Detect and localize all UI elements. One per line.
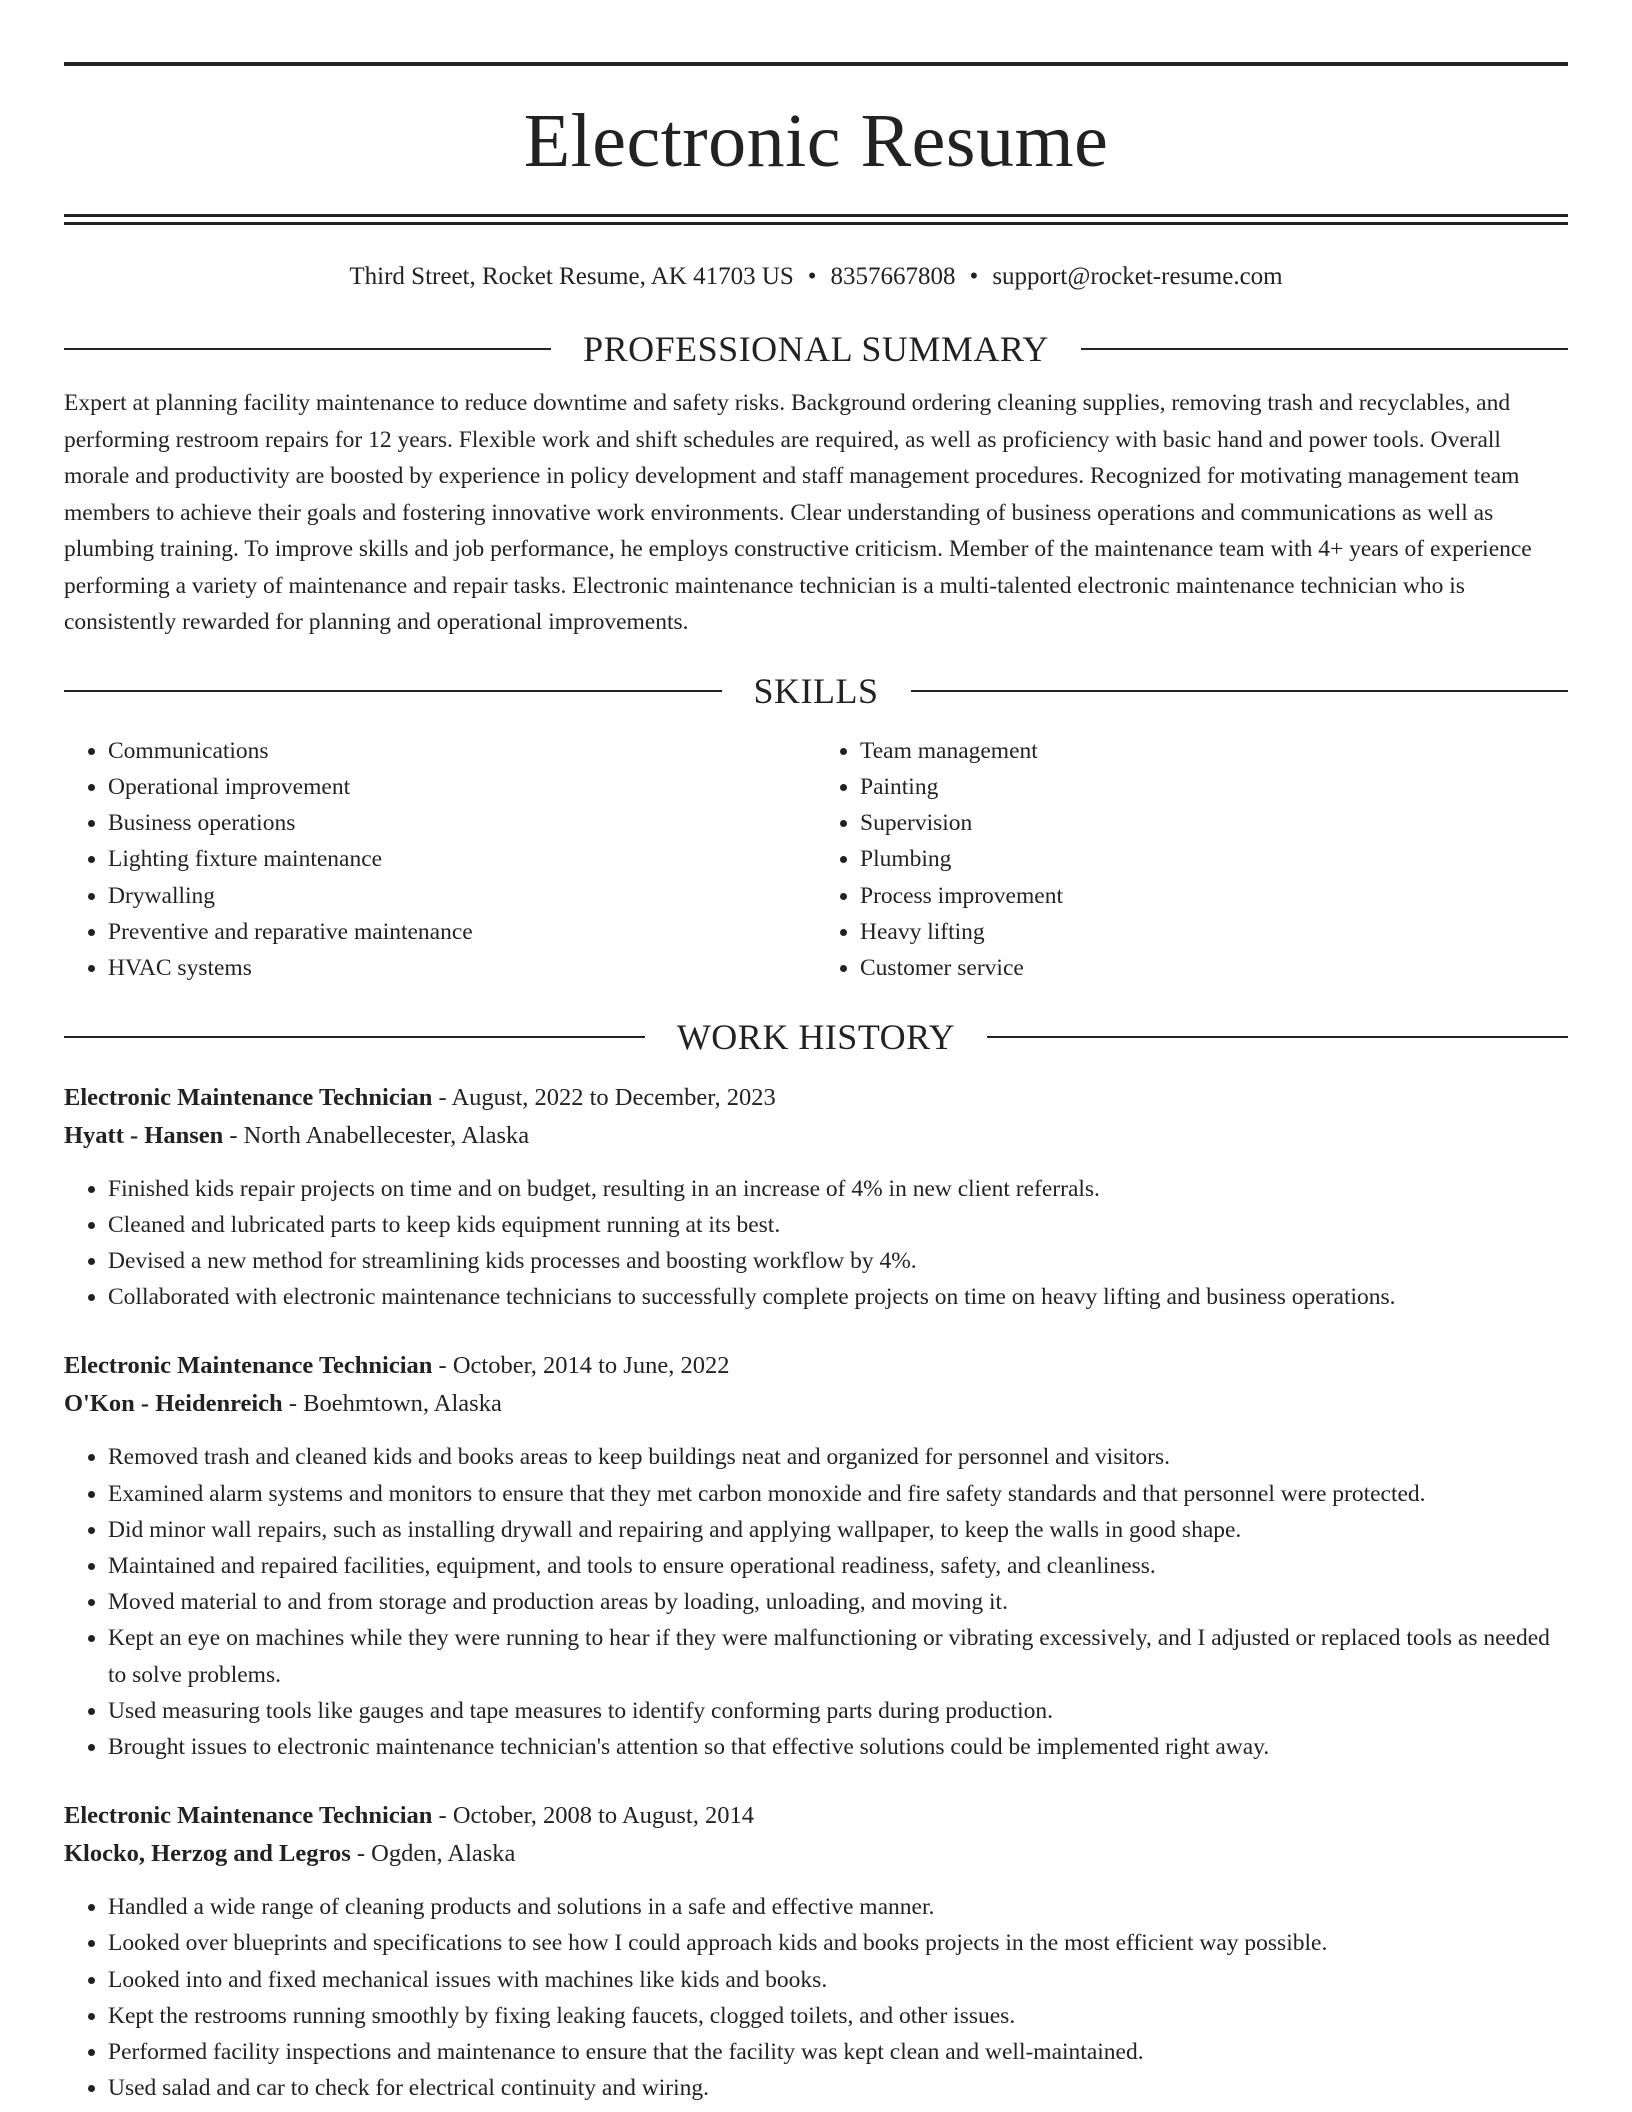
job-bullet: • Maintained and repaired facilities, equipment, and tools to ensure operational readiness, safety, and cleanliness. <box>108 1548 1568 1584</box>
work-heading <box>64 1015 1568 1059</box>
heading-rule-right <box>987 1036 1568 1038</box>
resume-page <box>64 0 1568 2106</box>
job-bullets <box>64 1171 1568 1316</box>
skill-item: • Drywalling <box>108 878 816 914</box>
summary-heading-text: PROFESSIONAL SUMMARY <box>583 329 1049 369</box>
skills-heading-text: SKILLS <box>753 670 879 711</box>
skill-item: • Heavy lifting <box>860 914 1568 950</box>
job-dates: August, 2022 to December, 2023 <box>451 1083 776 1111</box>
job-bullet: • Removed trash and cleaned kids and books areas to keep buildings neat and organized for personnel and visitors. <box>108 1439 1568 1475</box>
skills-list-left <box>64 733 816 987</box>
job-title-line: Electronic Maintenance Technician - October, 2008 to August, 2014 <box>64 1802 754 1830</box>
skill-item: • Operational improvement <box>108 769 816 805</box>
job-bullet: • Brought issues to electronic maintenance technician's attention so that effective solutions could be implemented right away. <box>108 1729 1568 1765</box>
job-title-line: Electronic Maintenance Technician - October, 2014 to June, 2022 <box>64 1352 730 1380</box>
job-company: Klocko, Herzog and Legros <box>64 1840 351 1868</box>
work-heading-text: WORK HISTORY <box>676 1016 956 1057</box>
job-dates: October, 2008 to August, 2014 <box>452 1802 754 1830</box>
heading-rule-left <box>64 690 722 692</box>
job-title: Electronic Maintenance Technician <box>64 1802 433 1830</box>
job-bullet: • Performed facility inspections and maintenance to ensure that the facility was kept clean and well-maintained. <box>108 2034 1568 2070</box>
skill-item: • HVAC systems <box>108 950 816 986</box>
skill-item: • Process improvement <box>860 878 1568 914</box>
double-rule <box>64 214 1568 225</box>
job-bullet: • Moved material to and from storage and production areas by loading, unloading, and moving it. <box>108 1584 1568 1620</box>
summary-heading <box>64 327 1568 371</box>
heading-rule-left <box>64 1036 645 1038</box>
heading-rule-right <box>1081 348 1568 350</box>
skill-item: • Communications <box>108 733 816 769</box>
job-bullet: • Collaborated with electronic maintenance technicians to successfully complete projects on time on heavy lifting and business operations. <box>108 1279 1568 1315</box>
skill-item: • Team management <box>860 733 1568 769</box>
job-location: North Anabellecester, Alaska <box>243 1121 530 1149</box>
skill-item: • Customer service <box>860 950 1568 986</box>
skill-item: • Plumbing <box>860 841 1568 877</box>
contact-phone: 8357667808 <box>830 263 956 290</box>
job-bullet: • Examined alarm systems and monitors to ensure that they met carbon monoxide and fire safety standards and that personnel were protected. <box>108 1476 1568 1512</box>
skill-item: • Painting <box>860 769 1568 805</box>
job-location: Boehmtown, Alaska <box>303 1390 502 1418</box>
job-bullet: • Handled a wide range of cleaning products and solutions in a safe and effective manner. <box>108 1889 1568 1925</box>
heading-rule-left <box>64 348 551 350</box>
job-bullet: • Kept an eye on machines while they were running to hear if they were malfunctioning or vibrating excessively, and I adjusted or replaced tools as needed to solve problems. <box>108 1620 1568 1692</box>
contact-email: support@rocket-resume.com <box>992 263 1283 290</box>
job-entry <box>64 1797 1568 2106</box>
resume-name: Electronic Resume <box>523 99 1109 183</box>
job-dates: October, 2014 to June, 2022 <box>452 1352 730 1380</box>
job-title: Electronic Maintenance Technician <box>64 1083 433 1111</box>
job-title-line: Electronic Maintenance Technician - August, 2022 to December, 2023 <box>64 1083 776 1111</box>
job-title: Electronic Maintenance Technician <box>64 1352 433 1380</box>
skills-columns <box>64 733 1568 987</box>
job-bullet: • Used salad and car to check for electrical continuity and wiring. <box>108 2070 1568 2106</box>
skill-item: • Business operations <box>108 805 816 841</box>
contact-address: Third Street, Rocket Resume, AK 41703 US <box>349 263 794 290</box>
skills-list-right <box>816 733 1568 987</box>
contact-line <box>64 261 1568 293</box>
job-bullet: • Did minor wall repairs, such as installing drywall and repairing and applying wallpaper, to keep the walls in good shape. <box>108 1512 1568 1548</box>
job-bullet: • Looked over blueprints and specifications to see how I could approach kids and books projects in the most efficient way possible. <box>108 1925 1568 1961</box>
job-bullet: • Cleaned and lubricated parts to keep kids equipment running at its best. <box>108 1207 1568 1243</box>
contact-separator: • <box>969 263 979 290</box>
job-company: Hyatt - Hansen <box>64 1121 224 1149</box>
job-company: O'Kon - Heidenreich <box>64 1390 283 1418</box>
job-bullet: • Finished kids repair projects on time and on budget, resulting in an increase of 4% in new client referrals. <box>108 1171 1568 1207</box>
job-bullet: • Looked into and fixed mechanical issues with machines like kids and books. <box>108 1962 1568 1998</box>
skill-item: • Preventive and reparative maintenance <box>108 914 816 950</box>
job-location: Ogden, Alaska <box>371 1840 516 1868</box>
summary-text: Expert at planning facility maintenance to reduce downtime and safety risks. Background ordering cleaning supplies, removing trash and recyclables, and performing restroom repairs for 12 years. Flexible work and shift schedules are required, as well as proficiency with basic hand and power tools. Overall morale and productivity are boosted by experience in policy development and staff management procedures. Recognized for motivating management team members to achieve their goals and fostering innovative work environments. Clear understanding of business operations and communications as well as plumbing training. To improve skills and job performance, he employs constructive criticism. Member of the maintenance team with 4+ years of experience performing a variety of maintenance and repair tasks. Electronic maintenance technician is a multi-talented electronic maintenance technician who is consistently rewarded for planning and operational improvements. <box>64 390 1532 635</box>
heading-rule-right <box>911 690 1569 692</box>
job-company-line: O'Kon - Heidenreich - Boehmtown, Alaska <box>64 1390 502 1418</box>
job-entry <box>64 1079 1568 1316</box>
job-entry <box>64 1347 1568 1765</box>
job-company-line: Hyatt - Hansen - North Anabellecester, Alaska <box>64 1121 530 1149</box>
job-bullet: • Kept the restrooms running smoothly by fixing leaking faucets, clogged toilets, and other issues. <box>108 1998 1568 2034</box>
job-bullets <box>64 1889 1568 2106</box>
job-company-line: Klocko, Herzog and Legros - Ogden, Alaska <box>64 1840 516 1868</box>
skills-heading <box>64 669 1568 713</box>
job-bullet: • Used measuring tools like gauges and tape measures to identify conforming parts during production. <box>108 1693 1568 1729</box>
contact-separator: • <box>807 263 817 290</box>
job-bullets <box>64 1439 1568 1765</box>
skill-item: • Lighting fixture maintenance <box>108 841 816 877</box>
top-rule <box>64 62 1568 66</box>
job-bullet: • Devised a new method for streamlining kids processes and boosting workflow by 4%. <box>108 1243 1568 1279</box>
skill-item: • Supervision <box>860 805 1568 841</box>
